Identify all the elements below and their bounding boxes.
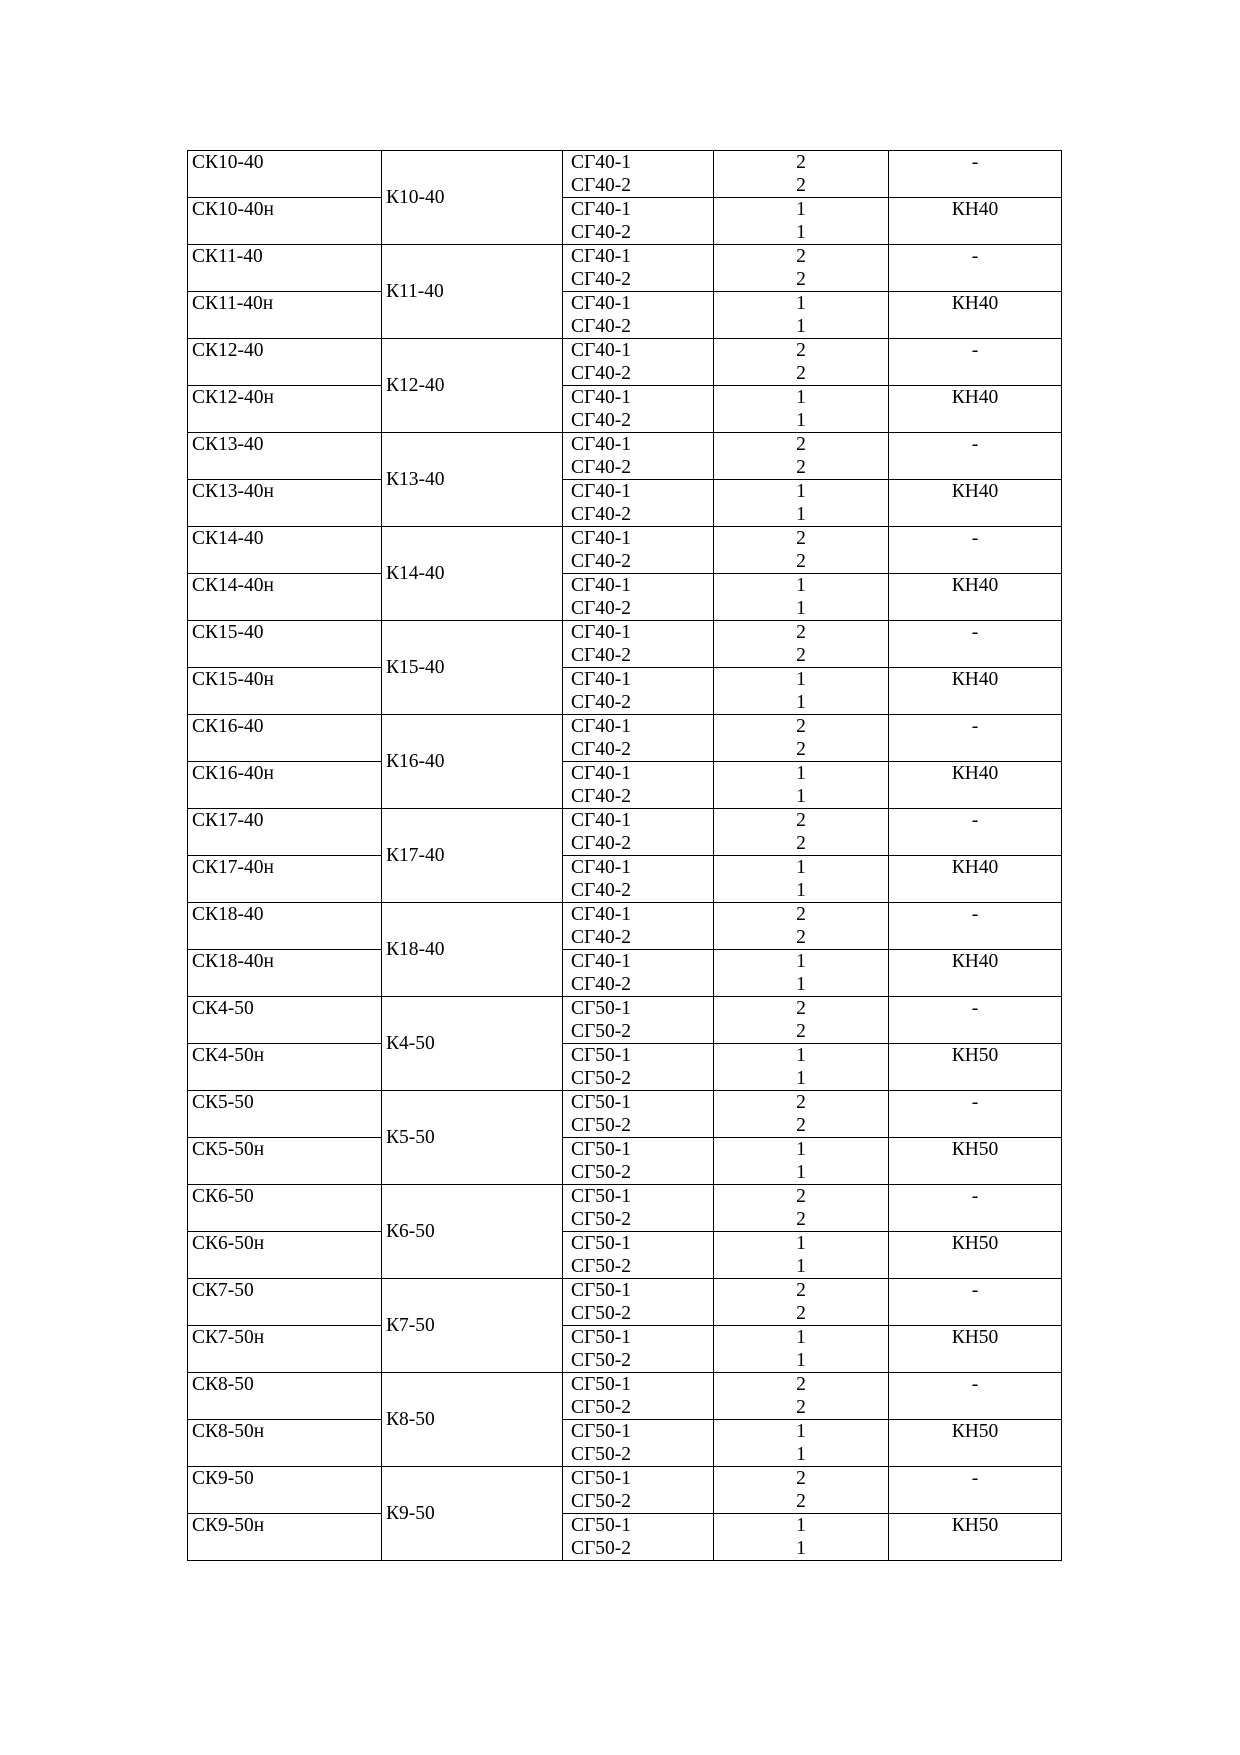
table-row — [188, 997, 1062, 1044]
quantity-cell — [714, 386, 889, 433]
model-cell: СК8-50 — [188, 1373, 382, 1420]
quantity-cell — [714, 950, 889, 997]
part-label: СГ40-2 — [571, 410, 632, 431]
part-label: СГ40-2 — [571, 692, 632, 713]
kit-cell: - — [889, 433, 1062, 480]
quantity-value: 1 — [796, 786, 806, 807]
parts-cell — [563, 1514, 714, 1561]
parts-cell — [563, 480, 714, 527]
quantity-cell — [714, 339, 889, 386]
table-row — [188, 762, 1062, 809]
table-row — [188, 621, 1062, 668]
table-row — [188, 527, 1062, 574]
quantity-cell — [714, 1044, 889, 1091]
model-cell: СК7-50 — [188, 1279, 382, 1326]
model-cell: СК12-40 — [188, 339, 382, 386]
parts-cell — [563, 527, 714, 574]
part-label: СГ40-2 — [571, 833, 632, 854]
model-cell: СК10-40н — [188, 198, 382, 245]
kit-cell: КН50 — [889, 1044, 1062, 1091]
kit-cell: - — [889, 715, 1062, 762]
quantity-value: 1 — [796, 199, 806, 220]
part-label: СГ40-2 — [571, 880, 632, 901]
part-label: СГ50-2 — [571, 1162, 632, 1183]
part-label: СГ50-1 — [571, 998, 632, 1019]
quantity-cell — [714, 1185, 889, 1232]
part-label: СГ40-1 — [571, 716, 632, 737]
quantity-value: 2 — [796, 528, 806, 549]
quantity-value: 2 — [796, 246, 806, 267]
parts-cell — [563, 245, 714, 292]
quantity-value: 2 — [796, 1397, 806, 1418]
parts-cell — [563, 762, 714, 809]
part-label: СГ40-2 — [571, 457, 632, 478]
quantity-cell — [714, 292, 889, 339]
kit-cell: - — [889, 1373, 1062, 1420]
quantity-cell — [714, 856, 889, 903]
quantity-cell — [714, 198, 889, 245]
kit-cell: КН50 — [889, 1514, 1062, 1561]
kit-cell: - — [889, 997, 1062, 1044]
part-label: СГ40-2 — [571, 551, 632, 572]
part-label: СГ40-1 — [571, 387, 632, 408]
quantity-cell — [714, 480, 889, 527]
quantity-value: 1 — [796, 692, 806, 713]
part-label: СГ40-1 — [571, 669, 632, 690]
quantity-cell — [714, 574, 889, 621]
part-label: СГ50-1 — [571, 1515, 632, 1536]
table-row — [188, 1232, 1062, 1279]
table-row — [188, 198, 1062, 245]
document-page — [187, 150, 1061, 1561]
quantity-value: 2 — [796, 457, 806, 478]
quantity-value: 1 — [796, 222, 806, 243]
specification-table — [187, 150, 1062, 1561]
parts-cell — [563, 997, 714, 1044]
quantity-cell — [714, 1514, 889, 1561]
part-label: СГ40-1 — [571, 575, 632, 596]
model-cell: СК4-50 — [188, 997, 382, 1044]
model-cell: СК17-40н — [188, 856, 382, 903]
part-label: СГ50-2 — [571, 1256, 632, 1277]
part-label: СГ50-1 — [571, 1139, 632, 1160]
quantity-cell — [714, 1467, 889, 1514]
part-label: СГ40-1 — [571, 763, 632, 784]
quantity-value: 1 — [796, 575, 806, 596]
base-model-cell: К4-50 — [382, 997, 563, 1091]
table-row — [188, 715, 1062, 762]
kit-cell: КН40 — [889, 386, 1062, 433]
table-row — [188, 386, 1062, 433]
quantity-value: 2 — [796, 340, 806, 361]
base-model-cell: К7-50 — [382, 1279, 563, 1373]
model-cell: СК5-50 — [188, 1091, 382, 1138]
table-row — [188, 856, 1062, 903]
parts-cell — [563, 574, 714, 621]
part-label: СГ50-1 — [571, 1186, 632, 1207]
quantity-value: 1 — [796, 1256, 806, 1277]
quantity-value: 2 — [796, 1209, 806, 1230]
model-cell: СК7-50н — [188, 1326, 382, 1373]
quantity-value: 1 — [796, 598, 806, 619]
table-row — [188, 574, 1062, 621]
kit-cell: - — [889, 151, 1062, 198]
part-label: СГ50-2 — [571, 1115, 632, 1136]
quantity-value: 2 — [796, 1115, 806, 1136]
kit-cell: - — [889, 1467, 1062, 1514]
part-label: СГ50-2 — [571, 1209, 632, 1230]
model-cell: СК10-40 — [188, 151, 382, 198]
quantity-cell — [714, 1091, 889, 1138]
quantity-value: 1 — [796, 1444, 806, 1465]
part-label: СГ40-2 — [571, 363, 632, 384]
part-label: СГ40-2 — [571, 504, 632, 525]
model-cell: СК13-40 — [188, 433, 382, 480]
kit-cell: КН40 — [889, 574, 1062, 621]
parts-cell — [563, 1091, 714, 1138]
part-label: СГ50-2 — [571, 1444, 632, 1465]
table-row — [188, 1420, 1062, 1467]
quantity-value: 1 — [796, 410, 806, 431]
parts-cell — [563, 1185, 714, 1232]
part-label: СГ40-2 — [571, 645, 632, 666]
table-row — [188, 1326, 1062, 1373]
parts-cell — [563, 339, 714, 386]
kit-cell: КН40 — [889, 292, 1062, 339]
quantity-value: 2 — [796, 810, 806, 831]
quantity-value: 1 — [796, 293, 806, 314]
model-cell: СК14-40 — [188, 527, 382, 574]
quantity-cell — [714, 1326, 889, 1373]
model-cell: СК8-50н — [188, 1420, 382, 1467]
kit-cell: - — [889, 527, 1062, 574]
part-label: СГ40-2 — [571, 598, 632, 619]
kit-cell: КН40 — [889, 762, 1062, 809]
kit-cell: - — [889, 245, 1062, 292]
model-cell: СК9-50н — [188, 1514, 382, 1561]
part-label: СГ40-2 — [571, 974, 632, 995]
quantity-cell — [714, 668, 889, 715]
quantity-value: 2 — [796, 1021, 806, 1042]
kit-cell: КН40 — [889, 668, 1062, 715]
quantity-cell — [714, 1373, 889, 1420]
parts-cell — [563, 1373, 714, 1420]
model-cell: СК5-50н — [188, 1138, 382, 1185]
model-cell: СК18-40 — [188, 903, 382, 950]
kit-cell: КН50 — [889, 1420, 1062, 1467]
quantity-value: 2 — [796, 927, 806, 948]
quantity-cell — [714, 1420, 889, 1467]
part-label: СГ50-1 — [571, 1233, 632, 1254]
kit-cell: - — [889, 903, 1062, 950]
quantity-cell — [714, 715, 889, 762]
kit-cell: - — [889, 339, 1062, 386]
quantity-cell — [714, 151, 889, 198]
model-cell: СК15-40 — [188, 621, 382, 668]
part-label: СГ50-1 — [571, 1280, 632, 1301]
part-label: СГ40-2 — [571, 739, 632, 760]
kit-cell: - — [889, 1279, 1062, 1326]
part-label: СГ40-2 — [571, 927, 632, 948]
part-label: СГ40-1 — [571, 246, 632, 267]
part-label: СГ40-1 — [571, 293, 632, 314]
table-row — [188, 668, 1062, 715]
quantity-value: 2 — [796, 833, 806, 854]
base-model-cell: К12-40 — [382, 339, 563, 433]
base-model-cell: К15-40 — [382, 621, 563, 715]
base-model-cell: К14-40 — [382, 527, 563, 621]
part-label: СГ50-2 — [571, 1538, 632, 1559]
part-label: СГ50-1 — [571, 1374, 632, 1395]
base-model-cell: К11-40 — [382, 245, 563, 339]
parts-cell — [563, 433, 714, 480]
part-label: СГ40-2 — [571, 269, 632, 290]
quantity-value: 1 — [796, 1421, 806, 1442]
kit-cell: КН40 — [889, 198, 1062, 245]
base-model-cell: К16-40 — [382, 715, 563, 809]
quantity-cell — [714, 762, 889, 809]
quantity-value: 1 — [796, 1538, 806, 1559]
kit-cell: КН40 — [889, 856, 1062, 903]
quantity-value: 1 — [796, 1139, 806, 1160]
quantity-value: 1 — [796, 1515, 806, 1536]
table-row — [188, 1373, 1062, 1420]
quantity-value: 1 — [796, 1233, 806, 1254]
base-model-cell: К6-50 — [382, 1185, 563, 1279]
parts-cell — [563, 1467, 714, 1514]
quantity-value: 2 — [796, 152, 806, 173]
part-label: СГ40-1 — [571, 904, 632, 925]
base-model-cell: К13-40 — [382, 433, 563, 527]
model-cell: СК9-50 — [188, 1467, 382, 1514]
base-model-cell: К18-40 — [382, 903, 563, 997]
table-row — [188, 950, 1062, 997]
quantity-value: 1 — [796, 1162, 806, 1183]
kit-cell: КН40 — [889, 480, 1062, 527]
quantity-value: 2 — [796, 434, 806, 455]
quantity-value: 1 — [796, 316, 806, 337]
table-row — [188, 292, 1062, 339]
quantity-cell — [714, 1232, 889, 1279]
part-label: СГ50-1 — [571, 1327, 632, 1348]
part-label: СГ50-1 — [571, 1421, 632, 1442]
model-cell: СК11-40 — [188, 245, 382, 292]
quantity-value: 2 — [796, 1468, 806, 1489]
quantity-value: 1 — [796, 1327, 806, 1348]
quantity-value: 2 — [796, 1374, 806, 1395]
quantity-value: 1 — [796, 951, 806, 972]
part-label: СГ40-2 — [571, 316, 632, 337]
parts-cell — [563, 1232, 714, 1279]
parts-cell — [563, 856, 714, 903]
base-model-cell: К5-50 — [382, 1091, 563, 1185]
quantity-value: 1 — [796, 504, 806, 525]
model-cell: СК17-40 — [188, 809, 382, 856]
part-label: СГ40-1 — [571, 857, 632, 878]
table-row — [188, 1091, 1062, 1138]
part-label: СГ50-2 — [571, 1350, 632, 1371]
base-model-cell: К9-50 — [382, 1467, 563, 1561]
part-label: СГ50-1 — [571, 1092, 632, 1113]
base-model-cell: К17-40 — [382, 809, 563, 903]
part-label: СГ50-2 — [571, 1021, 632, 1042]
parts-cell — [563, 1138, 714, 1185]
part-label: СГ50-2 — [571, 1068, 632, 1089]
quantity-value: 1 — [796, 1045, 806, 1066]
table-row — [188, 245, 1062, 292]
quantity-cell — [714, 903, 889, 950]
part-label: СГ50-1 — [571, 1468, 632, 1489]
quantity-value: 1 — [796, 880, 806, 901]
quantity-value: 2 — [796, 1280, 806, 1301]
quantity-cell — [714, 621, 889, 668]
model-cell: СК14-40н — [188, 574, 382, 621]
table-row — [188, 151, 1062, 198]
part-label: СГ50-2 — [571, 1491, 632, 1512]
kit-cell: - — [889, 1091, 1062, 1138]
parts-cell — [563, 1326, 714, 1373]
table-row — [188, 339, 1062, 386]
base-model-cell: К10-40 — [382, 151, 563, 245]
quantity-value: 2 — [796, 716, 806, 737]
model-cell: СК18-40н — [188, 950, 382, 997]
quantity-value: 1 — [796, 763, 806, 784]
part-label: СГ40-1 — [571, 434, 632, 455]
part-label: СГ50-2 — [571, 1303, 632, 1324]
part-label: СГ40-2 — [571, 222, 632, 243]
quantity-value: 1 — [796, 974, 806, 995]
parts-cell — [563, 151, 714, 198]
model-cell: СК16-40 — [188, 715, 382, 762]
quantity-value: 2 — [796, 1303, 806, 1324]
quantity-value: 1 — [796, 387, 806, 408]
part-label: СГ40-1 — [571, 340, 632, 361]
table-row — [188, 1279, 1062, 1326]
table-row — [188, 480, 1062, 527]
kit-cell: КН50 — [889, 1232, 1062, 1279]
model-cell: СК6-50 — [188, 1185, 382, 1232]
quantity-cell — [714, 527, 889, 574]
parts-cell — [563, 1044, 714, 1091]
kit-cell: - — [889, 1185, 1062, 1232]
kit-cell: КН50 — [889, 1138, 1062, 1185]
part-label: СГ40-2 — [571, 175, 632, 196]
table-row — [188, 809, 1062, 856]
parts-cell — [563, 1420, 714, 1467]
kit-cell: КН50 — [889, 1326, 1062, 1373]
model-cell: СК11-40н — [188, 292, 382, 339]
table-row — [188, 433, 1062, 480]
parts-cell — [563, 950, 714, 997]
parts-cell — [563, 903, 714, 950]
part-label: СГ50-1 — [571, 1045, 632, 1066]
base-model-cell: К8-50 — [382, 1373, 563, 1467]
parts-cell — [563, 621, 714, 668]
quantity-value: 2 — [796, 622, 806, 643]
model-cell: СК15-40н — [188, 668, 382, 715]
part-label: СГ40-1 — [571, 622, 632, 643]
quantity-cell — [714, 433, 889, 480]
quantity-value: 2 — [796, 739, 806, 760]
quantity-value: 2 — [796, 998, 806, 1019]
parts-cell — [563, 715, 714, 762]
quantity-value: 1 — [796, 857, 806, 878]
quantity-cell — [714, 1138, 889, 1185]
part-label: СГ40-1 — [571, 199, 632, 220]
part-label: СГ40-1 — [571, 951, 632, 972]
quantity-cell — [714, 997, 889, 1044]
parts-cell — [563, 668, 714, 715]
quantity-value: 2 — [796, 1092, 806, 1113]
quantity-value: 2 — [796, 645, 806, 666]
parts-cell — [563, 1279, 714, 1326]
quantity-cell — [714, 809, 889, 856]
kit-cell: - — [889, 621, 1062, 668]
part-label: СГ40-1 — [571, 152, 632, 173]
table-row — [188, 1467, 1062, 1514]
table-row — [188, 1185, 1062, 1232]
part-label: СГ50-2 — [571, 1397, 632, 1418]
quantity-value: 2 — [796, 363, 806, 384]
parts-cell — [563, 292, 714, 339]
quantity-value: 1 — [796, 481, 806, 502]
quantity-value: 1 — [796, 1068, 806, 1089]
kit-cell: - — [889, 809, 1062, 856]
model-cell: СК16-40н — [188, 762, 382, 809]
table-row — [188, 903, 1062, 950]
quantity-cell — [714, 245, 889, 292]
part-label: СГ40-1 — [571, 810, 632, 831]
quantity-cell — [714, 1279, 889, 1326]
parts-cell — [563, 198, 714, 245]
part-label: СГ40-2 — [571, 786, 632, 807]
table-row — [188, 1044, 1062, 1091]
model-cell: СК6-50н — [188, 1232, 382, 1279]
table-row — [188, 1138, 1062, 1185]
part-label: СГ40-1 — [571, 528, 632, 549]
specification-table-body — [188, 151, 1062, 1561]
quantity-value: 2 — [796, 904, 806, 925]
kit-cell: КН40 — [889, 950, 1062, 997]
quantity-value: 2 — [796, 1186, 806, 1207]
quantity-value: 2 — [796, 1491, 806, 1512]
quantity-value: 2 — [796, 551, 806, 572]
parts-cell — [563, 386, 714, 433]
model-cell: СК4-50н — [188, 1044, 382, 1091]
table-row — [188, 1514, 1062, 1561]
quantity-value: 2 — [796, 175, 806, 196]
quantity-value: 1 — [796, 669, 806, 690]
model-cell: СК12-40н — [188, 386, 382, 433]
model-cell: СК13-40н — [188, 480, 382, 527]
parts-cell — [563, 809, 714, 856]
quantity-value: 1 — [796, 1350, 806, 1371]
quantity-value: 2 — [796, 269, 806, 290]
part-label: СГ40-1 — [571, 481, 632, 502]
